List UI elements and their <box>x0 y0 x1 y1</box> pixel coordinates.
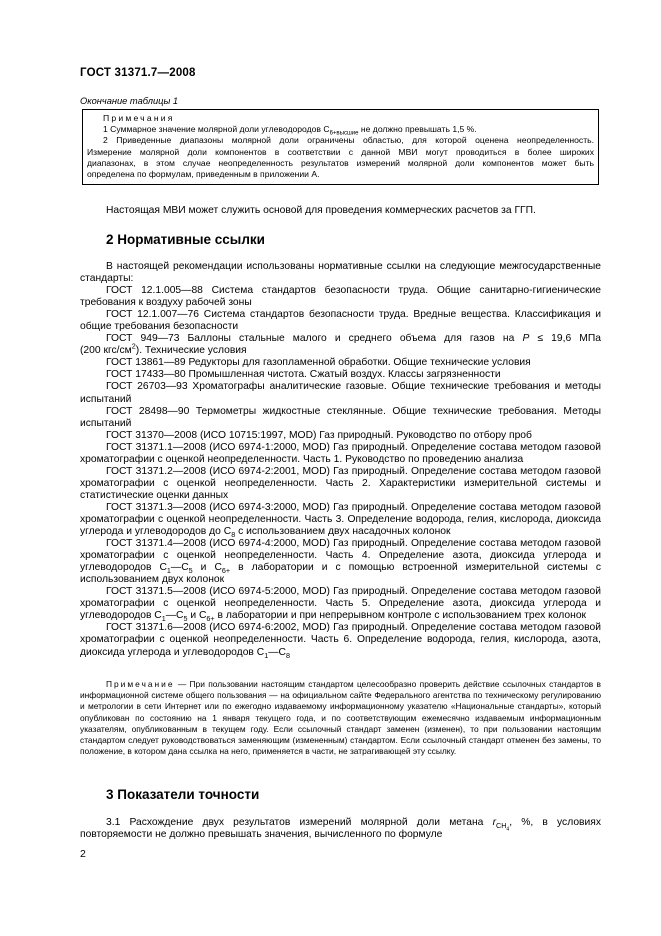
references-note <box>80 679 601 757</box>
section-2-body <box>80 261 601 659</box>
reference-item: ГОСТ 12.1.005—88 Система стандартов безопасности труда. Общие санитарно-гигиенические требования к воздуху рабочей зоны <box>80 285 601 309</box>
reference-item: ГОСТ 31371.5—2008 (ИСО 6974-5:2000, MOD) Газ природный. Определение состава методом газовой хроматографии с оценкой неопределенности. Часть 5. Определение азота, диоксида углерода и углеводородов $С_1—С_5$ и $С_{6+}$ в лаборатории и при непрерывном контроле с использованием трех колонок <box>80 586 601 624</box>
reference-item: ГОСТ 31371.4—2008 (ИСО 6974-4:2000, MOD) Газ природный. Определение состава методом газовой хроматографии с оценкой неопределенности. Часть 4. Определение азота, диоксида углерода и углеводородов $С_1—С_5$ и $С_{6+}$ в лаборатории и с помощью встроенной измерительной системы с использованием двух колонок <box>80 538 601 586</box>
reference-item: ГОСТ 949—73 Баллоны стальные малого и среднего объема для газов на P ≤ 19,6 МПа <box>106 333 602 345</box>
reference-item: ГОСТ 31370—2008 (ИСО 10715:1997, MOD) Газ природный. Руководство по отбору проб <box>106 429 532 441</box>
reference-item: ГОСТ 26703—93 Хроматографы аналитические газовые. Общие технические требования и методы испытаний <box>80 381 601 405</box>
section-2-heading: 2 Нормативные ссылки <box>106 232 265 247</box>
notes-title: Примечания <box>103 113 175 123</box>
reference-item: ГОСТ 31371.6—2008 (ИСО 6974-6:2002, MOD) Газ природный. Определение состава методом газовой хроматографии с оценкой неопределенности. Часть 6. Определение водорода, гелия, кислорода, азота, диоксида углерода и углеводородов $С_1—С_8$ <box>80 622 601 660</box>
reference-item-cont: (200 кгс/$см^2$). Технические условия <box>80 341 247 357</box>
reference-item: ГОСТ 17433—80 Промышленная чистота. Сжатый воздух. Классы загрязненности <box>106 369 501 381</box>
note-label: Примечание <box>106 679 175 689</box>
section-3-paragraph: 3.1 Расхождение двух результатов измерений молярной доли метана $r_{CH_4}$, %, в условиях повторяемости не должно превышать значения, вычисленного по формуле <box>80 817 601 841</box>
section-3-heading: 3 Показатели точности <box>106 787 260 802</box>
section-3-body <box>80 817 601 842</box>
note-text: — При пользовании настоящим стандартом целесообразно проверить действие ссылочных стандартов в информационной системе общего пользования — на официальном сайте Федерального агентства по техническому регулированию и метрологии в сети Интернет или по ежегодно издаваемому информационному указателю «Национальные стандарты», который опубликован по состоянию на 1 января текущего года, и по соответствующим ежемесячно издаваемым информационным указателям, опубликованным в текущем году. Если ссылочный стандарт заменен (изменен), то при пользовании настоящим стандартом следует руководствоваться заменяющим (измененным) стандартом. Если ссылочный стандарт отменен без замены, то положение, в котором дана ссылка на него, применяется в части, не затрагивающей эту ссылку. <box>80 679 601 757</box>
document-header: ГОСТ 31371.7—2008 <box>80 67 196 79</box>
page-number: 2 <box>80 848 86 860</box>
reference-item: ГОСТ 31371.3—2008 (ИСО 6974-3:2000, MOD) Газ природный. Определение состава методом газовой хроматографии с оценкой неопределенности. Часть 3. Определение водорода, гелия, кислорода, диоксида углерода и углеводородов до $С_8$ с использованием двух насадочных колонок <box>80 501 601 540</box>
note-item-2-line-2: Измерение молярной доли компонентов в соответствии с данной МВИ могут проводиться в более широких <box>87 146 594 157</box>
table-notes-box <box>82 109 599 185</box>
note-item-1: 1 Суммарное значение молярной доли углеводородов $С_{6+высшие}$ не должно превышать 1,5 %. <box>103 124 477 137</box>
reference-item: ГОСТ 12.1.007—76 Система стандартов безопасности труда. Вредные вещества. Классификация и общие требования безопасности <box>80 309 601 333</box>
intro-paragraph: Настоящая МВИ может служить основой для проведения коммерческих расчетов за ГГП. <box>106 205 536 216</box>
reference-item: ГОСТ 31371.2—2008 (ИСО 6974-2:2001, MOD) Газ природный. Определение состава методом газовой хроматографии с оценкой неопределенности. Часть 2. Характеристики измерительной системы и статистические оценки данных <box>80 465 601 501</box>
table-caption: Окончание таблицы 1 <box>80 96 179 106</box>
note-item-2-line-4: определена по формулам, приведенным в приложении А. <box>87 169 320 180</box>
note-item-2-line-3: диапазонах, в этом случае неопределенность результатов измерений молярной доли компонентов может быть <box>87 157 594 168</box>
note-item-2-line-1: 2 Приведенные диапазоны молярной доли ограничены областью, для которой оценена неопределенность. <box>103 135 594 146</box>
section-2-lead: В настоящей рекомендации использованы нормативные ссылки на следующие межгосударственные стандарты: <box>80 261 601 285</box>
reference-item: ГОСТ 28498—90 Термометры жидкостные стеклянные. Общие технические требования. Методы испытаний <box>80 405 601 429</box>
reference-item: ГОСТ 31371.1—2008 (ИСО 6974-1:2000, MOD) Газ природный. Определение состава методом газовой хроматографии с оценкой неопределенности. Часть 1. Руководство по проведению анализа <box>80 441 601 465</box>
reference-item: ГОСТ 13861—89 Редукторы для газопламенной обработки. Общие технические условия <box>106 357 531 369</box>
